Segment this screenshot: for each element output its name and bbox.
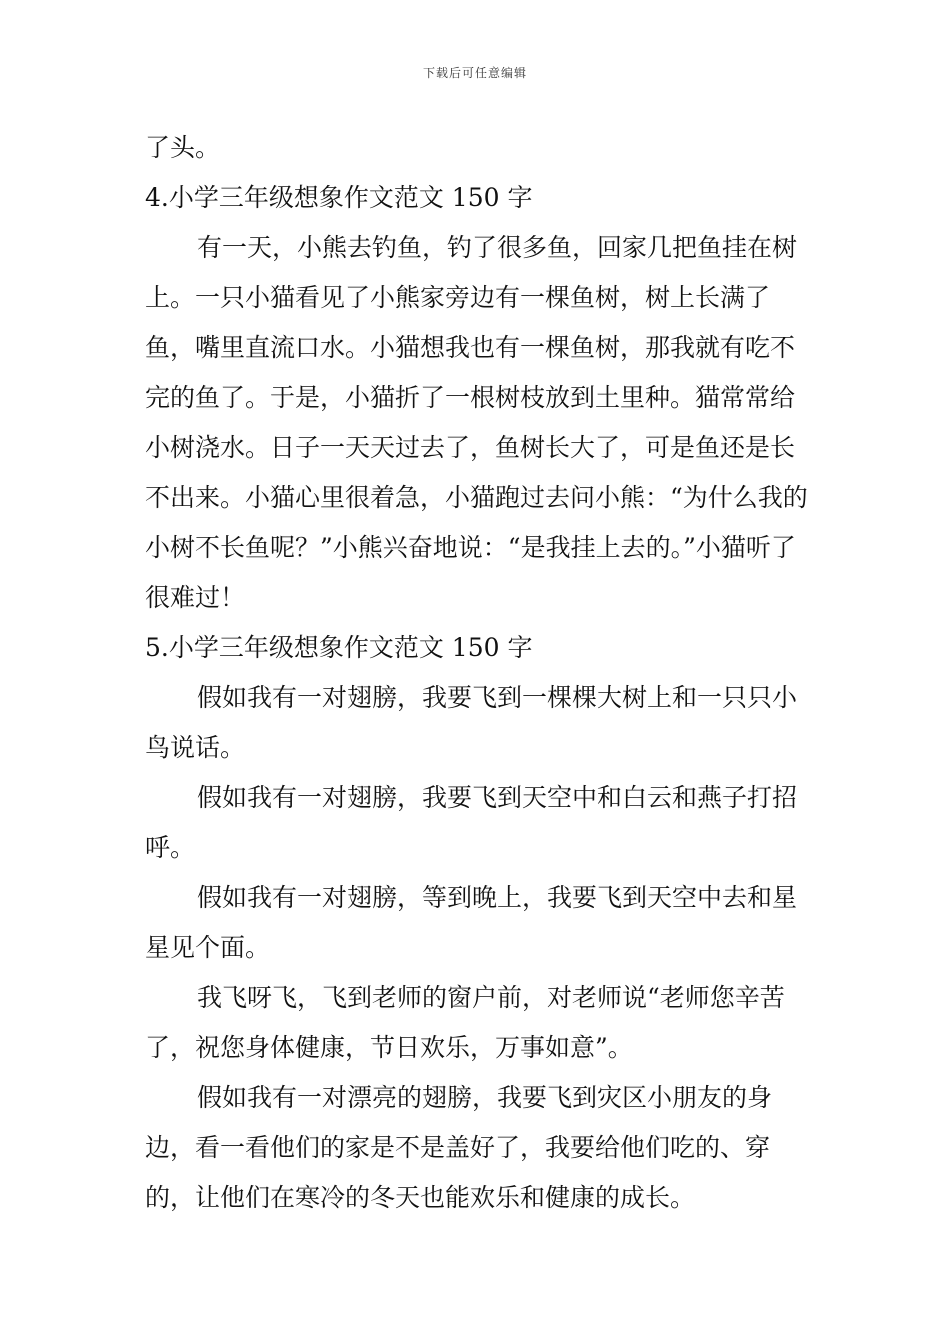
paragraph: 假如我有一对漂亮的翅膀，我要飞到灾区小朋友的身边，看一看他们的家是不是盖好了，我要给他们吃的、穿的，让他们在寒冷的冬天也能欢乐和健康的成长。 xyxy=(145,1083,773,1212)
article-body xyxy=(145,123,810,1223)
paragraph: 假如我有一对翅膀，我要飞到天空中和白云和燕子打招呼。 xyxy=(145,783,798,862)
section-heading: 5.小学三年级想象作文范文 150 字 xyxy=(145,633,533,662)
section-heading: 4.小学三年级想象作文范文 150 字 xyxy=(145,183,533,212)
paragraph: 假如我有一对翅膀，我要飞到一棵棵大树上和一只只小鸟说话。 xyxy=(145,683,798,762)
paragraph: 我飞呀飞，飞到老师的窗户前，对老师说“老师您辛苦了，祝您身体健康，节日欢乐，万事如意”。 xyxy=(145,983,785,1062)
page-header: 下载后可任意编辑 xyxy=(422,66,527,80)
paragraph-continuation: 了头。 xyxy=(145,133,221,162)
paragraph: 假如我有一对翅膀，等到晚上，我要飞到天空中去和星星见个面。 xyxy=(145,883,798,962)
paragraph: 有一天，小熊去钓鱼，钓了很多鱼，回家几把鱼挂在树上。一只小猫看见了小熊家旁边有一棵鱼树，树上长满了鱼，嘴里直流口水。小猫想我也有一棵鱼树，那我就有吃不完的鱼了。于是，小猫折了一根树枝放到土里种。猫常常给小树浇水。日子一天天过去了，鱼树长大了，可是鱼还是长不出来。小猫心里很着急，小猫跑过去问小熊：“为什么我的小树不长鱼呢？”小熊兴奋地说：“是我挂上去的。”小猫听了很难过！ xyxy=(145,233,808,612)
